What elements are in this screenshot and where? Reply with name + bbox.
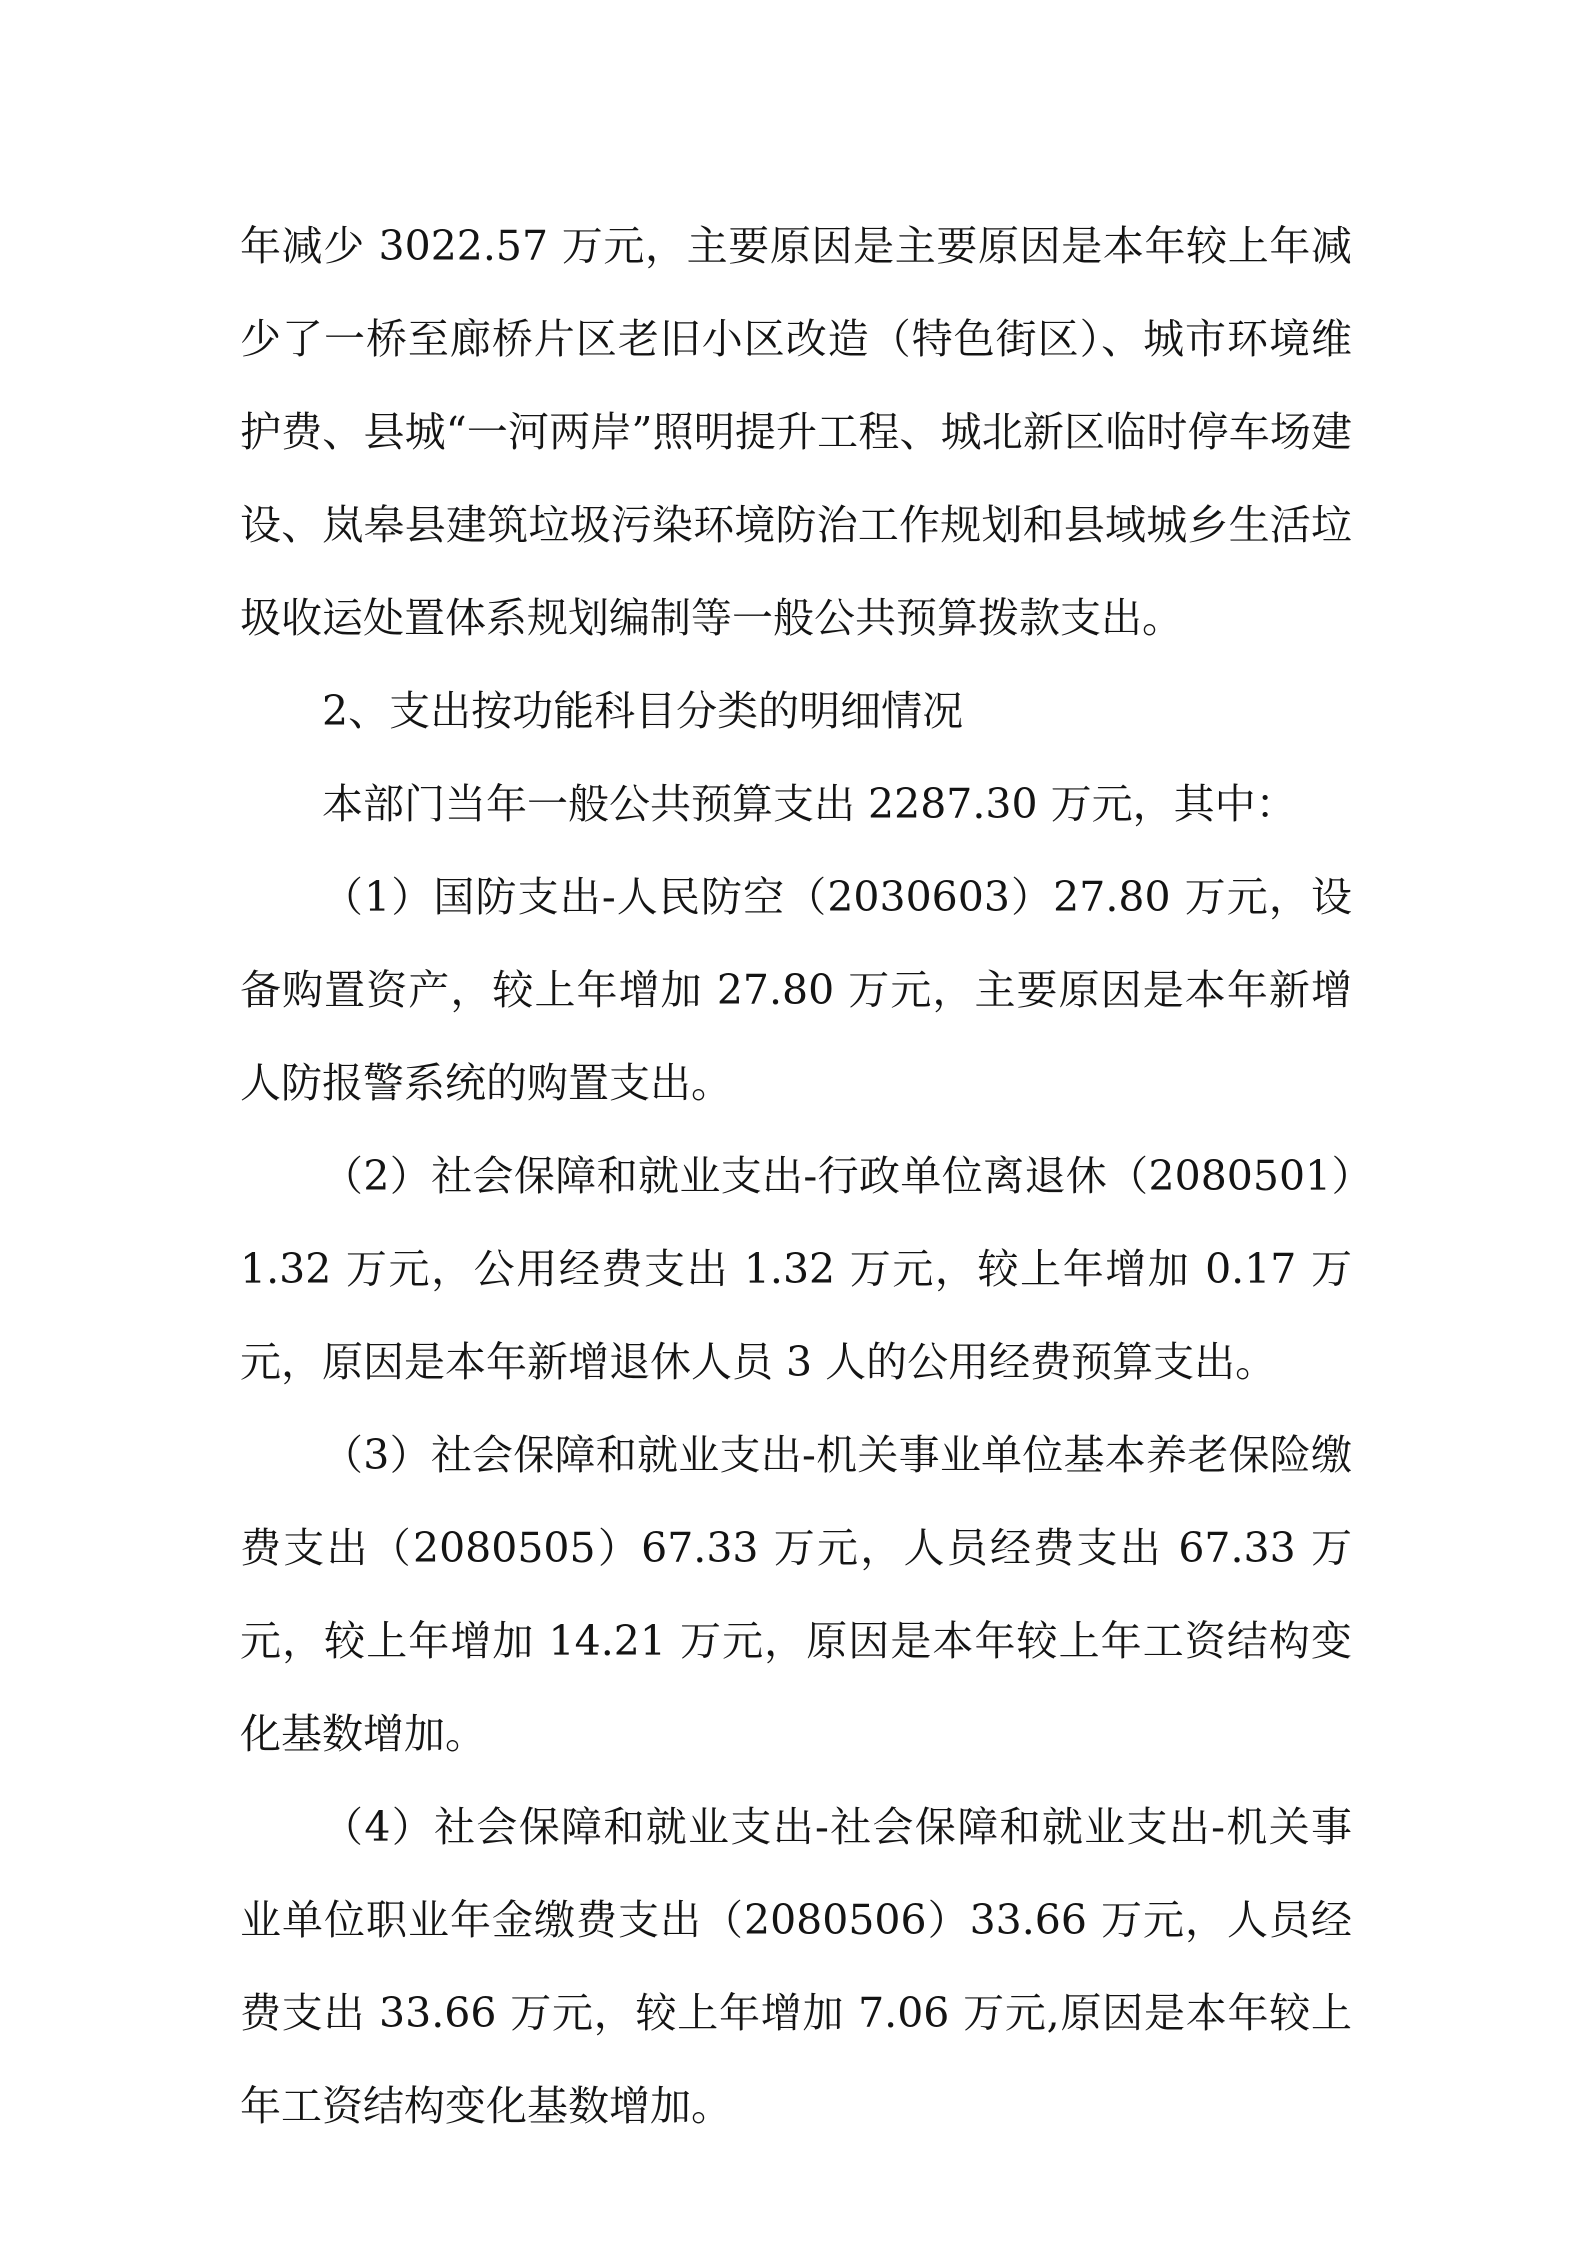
paragraph-item-1: （1）国防支出-人民防空（2030603）27.80 万元，设备购置资产，较上年增加 27.80 万元，主要原因是本年新增人防报警系统的购置支出。 bbox=[240, 873, 1352, 1107]
paragraph-item-3: （3）社会保障和就业支出-机关事业单位基本养老保险缴费支出（2080505）67.33 万元，人员经费支出 67.33 万元，较上年增加 14.21 万元，原因是本年较上年工资结构变化基数增加。 bbox=[240, 1431, 1352, 1758]
paragraph-summary: 本部门当年一般公共预算支出 2287.30 万元，其中： bbox=[322, 780, 1297, 828]
paragraph-item-2: （2）社会保障和就业支出-行政单位离退休（2080501）1.32 万元，公用经费支出 1.32 万元，较上年增加 0.17 万元，原因是本年新增退休人员 3 人的公用经费预算支出。 bbox=[240, 1152, 1352, 1386]
document-body bbox=[240, 200, 1352, 2153]
section-subheading: 2、支出按功能科目分类的明细情况 bbox=[322, 687, 964, 735]
paragraph-continuation: 年减少 3022.57 万元，主要原因是主要原因是本年较上年减少了一桥至廊桥片区老旧小区改造（特色街区）、城市环境维护费、县城“一河两岸”照明提升工程、城北新区临时停车场建设、岚皋县建筑垃圾污染环境防治工作规划和县域城乡生活垃圾收运处置体系规划编制等一般公共预算拨款支出。 bbox=[240, 222, 1352, 642]
paragraph-item-4: （4）社会保障和就业支出-社会保障和就业支出-机关事业单位职业年金缴费支出（2080506）33.66 万元，人员经费支出 33.66 万元，较上年增加 7.06 万元,原因是本年较上年工资结构变化基数增加。 bbox=[240, 1803, 1352, 2130]
